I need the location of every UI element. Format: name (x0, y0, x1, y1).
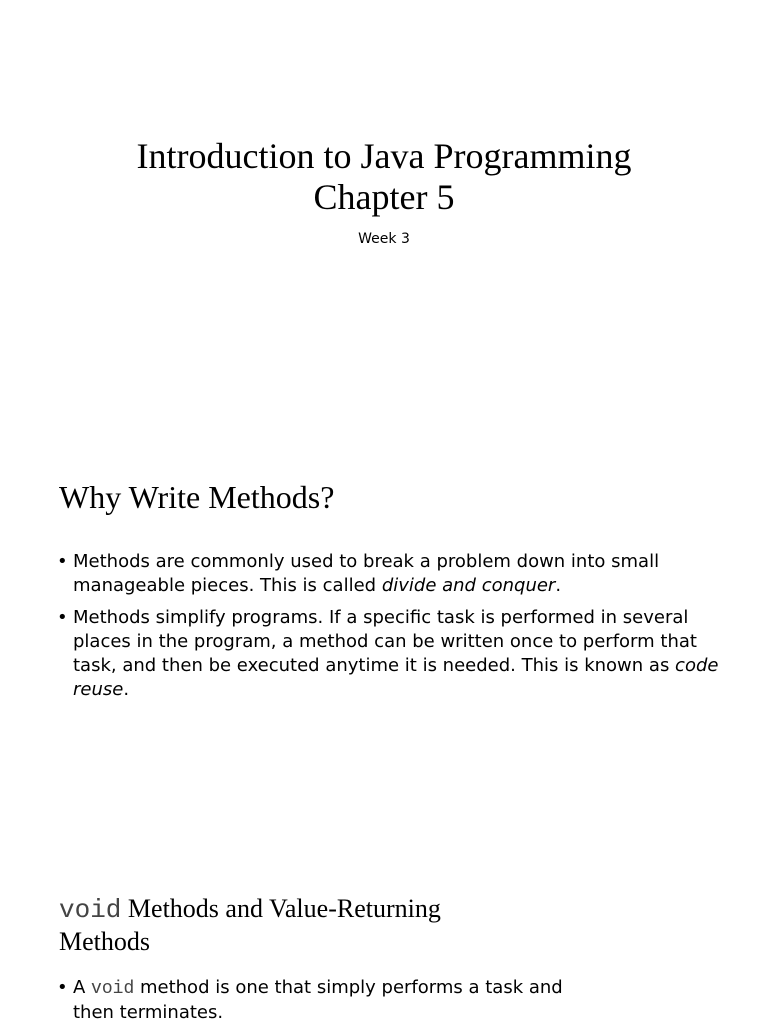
bullet-icon: • (57, 607, 68, 628)
heading-code: void (59, 895, 122, 925)
bullet-emphasis: divide and conquer (381, 575, 556, 596)
heading-text: Methods and Value-Returning Methods (59, 894, 441, 956)
title-line-1: Introduction to Java Programming (136, 136, 632, 176)
bullet-end: . (555, 575, 562, 596)
void-methods-slide (0, 864, 768, 1024)
title-slide (0, 0, 768, 432)
bullet-end: . (123, 679, 130, 700)
bullet-icon: • (57, 551, 68, 572)
title-line-2: Chapter 5 (313, 177, 455, 217)
bullet-code: void (91, 979, 135, 999)
bullet-item (57, 976, 577, 1025)
bullet-prefix: A (73, 977, 92, 998)
why-write-methods-slide (0, 432, 768, 864)
slide-subtitle: Week 3 (358, 231, 410, 247)
bullet-emphasis: code reuse (73, 655, 719, 700)
slide-heading (59, 893, 529, 958)
slide-heading: Why Write Methods? (59, 479, 335, 515)
bullet-icon: • (57, 977, 68, 998)
bullet-list (57, 550, 725, 710)
slide-title (0, 136, 768, 218)
bullet-list (57, 976, 577, 1033)
bullet-item (57, 606, 725, 702)
bullet-item (57, 550, 725, 598)
bullet-text: method is one that simply performs a task and then terminates. (73, 977, 563, 1023)
bullet-text: Methods are commonly used to break a problem down into small manageable pieces. This is called (73, 551, 660, 596)
bullet-text: Methods simplify programs. If a specific task is performed in several places in the program, a method can be written once to perform that task, and then be executed anytime it is needed. This is known as (73, 607, 697, 676)
